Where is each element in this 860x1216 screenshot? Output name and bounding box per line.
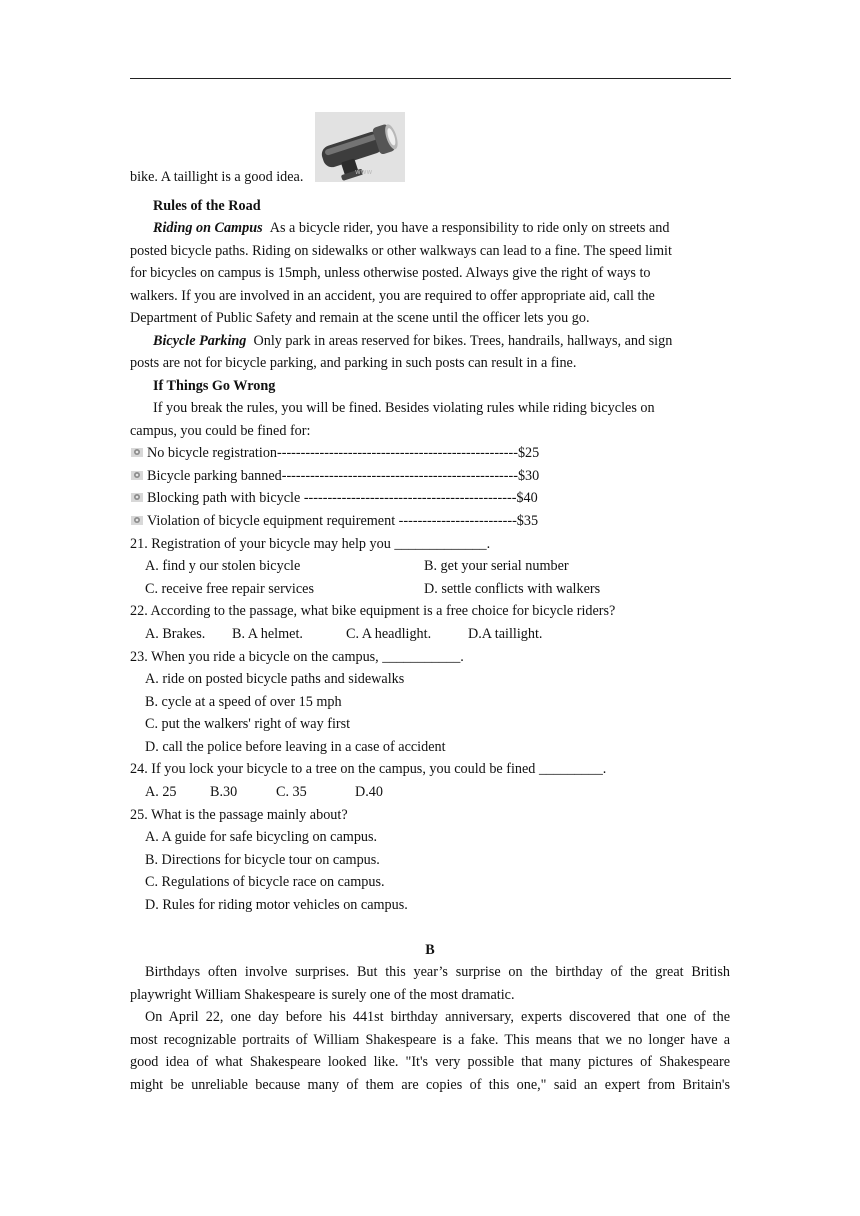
campus-line-5: Department of Public Safety and remain at the scene until the officer lets you go.: [130, 310, 590, 326]
q24-option-d[interactable]: D.40: [355, 784, 383, 800]
b-p2-line-4: might be unreliable because many of them are copies of this one," said an expert from Britain's: [130, 1077, 730, 1093]
campus-line-3: for bicycles on campus is 15mph, unless otherwise posted. Always give the right of ways to: [130, 265, 651, 281]
bullet-icon: [130, 491, 144, 503]
b-p2-line-1: On April 22, one day before his 441st birthday anniversary, experts discovered that one of the: [145, 1009, 730, 1025]
b-p1-line-1: Birthdays often involve surprises. But this year’s surprise on the birthday of the great British: [145, 964, 730, 980]
b-p2-line-2: most recognizable portraits of William Shakespeare is a fake. This means that we no longer have a: [130, 1032, 730, 1048]
campus-line-2: posted bicycle paths. Riding on sidewalks or other walkways can lead to a fine. The speed limit: [130, 243, 672, 259]
q24-option-c[interactable]: C. 35: [276, 784, 307, 800]
q22-option-b[interactable]: B. A helmet.: [232, 626, 303, 642]
q22-option-d[interactable]: D.A taillight.: [468, 626, 543, 642]
parking-line-1: [153, 332, 672, 350]
rules-heading: Rules of the Road: [153, 198, 261, 214]
q22-option-c[interactable]: C. A headlight.: [346, 626, 432, 642]
bullet-icon: [130, 514, 144, 526]
q23-option-b[interactable]: B. cycle at a speed of over 15 mph: [145, 694, 342, 710]
q21-option-c[interactable]: C. receive free repair services: [145, 581, 314, 597]
b-p1-line-2: playwright William Shakespeare is surely one of the most dramatic.: [130, 987, 515, 1003]
fine-item-3: Blocking path with bicycle ---------------------------------------------$40: [130, 489, 538, 507]
q25-option-b[interactable]: B. Directions for bicycle tour on campus.: [145, 852, 380, 868]
bullet-icon: [130, 469, 144, 481]
q21-option-a[interactable]: A. find y our stolen bicycle: [145, 558, 301, 574]
q23-stem: 23. When you ride a bicycle on the campus, ___________.: [130, 649, 464, 665]
section-b-heading: B: [425, 942, 435, 958]
wrong-line-2: campus, you could be fined for:: [130, 423, 311, 439]
q23-option-d[interactable]: D. call the police before leaving in a case of accident: [145, 739, 446, 755]
q25-option-d[interactable]: D. Rules for riding motor vehicles on campus.: [145, 897, 408, 913]
wrong-heading: If Things Go Wrong: [153, 378, 276, 394]
q21-option-b[interactable]: B. get your serial number: [424, 558, 569, 574]
q22-option-a[interactable]: A. Brakes.: [145, 626, 206, 642]
q23-option-a[interactable]: A. ride on posted bicycle paths and sidewalks: [145, 671, 405, 687]
q24-option-a[interactable]: A. 25: [145, 784, 177, 800]
q23-option-c[interactable]: C. put the walkers' right of way first: [145, 716, 351, 732]
fine-item-2: Bicycle parking banned--------------------------------------------------$30: [130, 467, 539, 485]
q24-stem: 24. If you lock your bicycle to a tree on the campus, you could be fined _________.: [130, 761, 607, 777]
q22-stem: 22. According to the passage, what bike equipment is a free choice for bicycle riders?: [130, 603, 616, 619]
q25-stem: 25. What is the passage mainly about?: [130, 807, 348, 823]
header-rule: [130, 78, 731, 79]
campus-line-1: [153, 219, 669, 237]
q25-option-c[interactable]: C. Regulations of bicycle race on campus.: [145, 874, 385, 890]
q25-option-a[interactable]: A. A guide for safe bicycling on campus.: [145, 829, 378, 845]
intro-tail: bike. A taillight is a good idea.: [130, 169, 304, 185]
wrong-line-1: If you break the rules, you will be fined. Besides violating rules while riding bicycles on: [153, 400, 655, 416]
q21-option-d[interactable]: D. settle conflicts with walkers: [424, 581, 601, 597]
parking-text-1: Only park in areas reserved for bikes. Trees, handrails, hallways, and sign: [253, 333, 673, 349]
parking-line-2: posts are not for bicycle parking, and parking in such posts can result in a fine.: [130, 355, 577, 371]
fine-item-1: No bicycle registration---------------------------------------------------$25: [130, 444, 539, 462]
q24-option-b[interactable]: B.30: [210, 784, 238, 800]
parking-label: Bicycle Parking: [153, 333, 247, 349]
svg-text:www: www: [355, 168, 373, 176]
b-p2-line-3: good idea of what Shakespeare looked like. "It's very possible that many pictures of Shakespeare: [130, 1054, 730, 1070]
campus-text-1: As a bicycle rider, you have a responsibility to ride only on streets and: [269, 220, 670, 236]
campus-line-4: walkers. If you are involved in an accident, you are required to offer appropriate aid, call the: [130, 288, 655, 304]
fine-item-4: Violation of bicycle equipment requirement -------------------------$35: [130, 512, 538, 530]
q21-stem: 21. Registration of your bicycle may help you _____________.: [130, 536, 491, 552]
campus-label: Riding on Campus: [153, 220, 263, 236]
bullet-icon: [130, 446, 144, 458]
taillight-image: [315, 112, 405, 182]
